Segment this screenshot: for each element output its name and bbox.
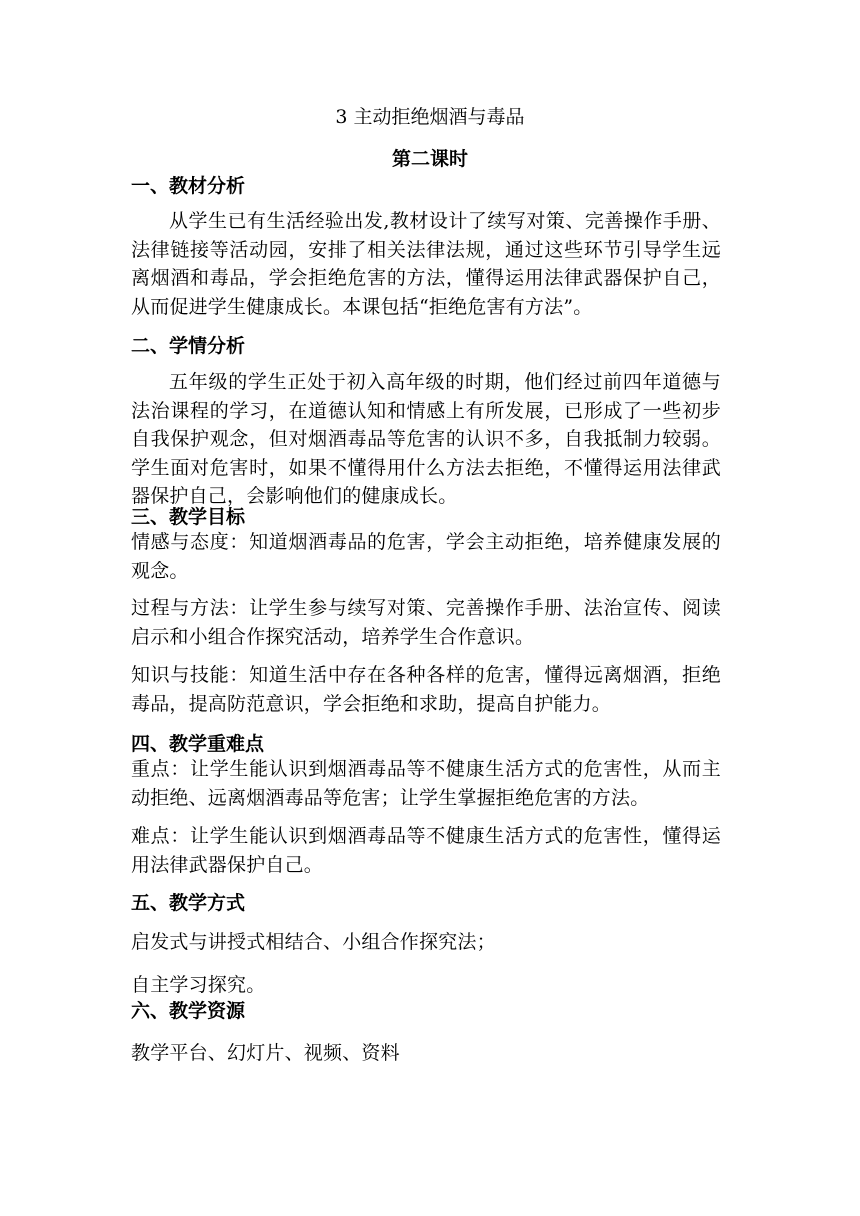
- key-point: 重点：让学生能认识到烟酒毒品等不健康生活方式的危害性，从而主动拒绝、远离烟酒毒品等危害；让学生掌握拒绝危害的方法。: [131, 758, 721, 809]
- section-heading-teaching-methods: 五、教学方式: [131, 892, 246, 914]
- goal-process-method: 过程与方法：让学生参与续写对策、完善操作手册、法治宣传、阅读启示和小组合作探究活动，培养学生合作意识。: [131, 597, 721, 648]
- section-heading-teaching-goals: 三、教学目标: [131, 506, 246, 528]
- section-heading-key-difficult-points: 四、教学重难点: [131, 733, 265, 755]
- goal-emotion-attitude: 情感与态度：知道烟酒毒品的危害，学会主动拒绝，培养健康发展的观念。: [131, 531, 721, 582]
- teaching-resources: 教学平台、幻灯片、视频、资料: [131, 1042, 400, 1064]
- section-body-student-analysis: 五年级的学生正处于初入高年级的时期，他们经过前四年道德与法治课程的学习，在道德认知和情感上有所发展，已形成了一些初步自我保护观念，但对烟酒毒品等危害的认识不多，自我抵制力较弱。学生面对危害时，如果不懂得用什么方法去拒绝，不懂得运用法律武器保护自己，会影响他们的健康成长。: [131, 371, 721, 507]
- section-heading-student-analysis: 二、学情分析: [131, 335, 246, 357]
- section-body-textbook-analysis: 从学生已有生活经验出发,教材设计了续写对策、完善操作手册、法律链接等活动园，安排了相关法律法规，通过这些环节引导学生远离烟酒和毒品，学会拒绝危害的方法，懂得运用法律武器保护自己，从而促进学生健康成长。本课包括“拒绝危害有方法”。: [131, 210, 721, 318]
- goal-knowledge-skill: 知识与技能：知道生活中存在各种各样的危害，懂得远离烟酒，拒绝毒品，提高防范意识，学会拒绝和求助，提高自护能力。: [131, 664, 721, 715]
- section-heading-teaching-resources: 六、教学资源: [131, 1000, 246, 1022]
- teaching-method-2: 自主学习探究。: [131, 974, 266, 996]
- teaching-method-1: 启发式与讲授式相结合、小组合作探究法；: [131, 931, 496, 953]
- section-heading-textbook-analysis: 一、教材分析: [131, 175, 246, 197]
- document-subtitle: 第二课时: [391, 148, 468, 170]
- difficult-point: 难点：让学生能认识到烟酒毒品等不健康生活方式的危害性，懂得运用法律武器保护自己。: [131, 825, 721, 876]
- document-title: 3 主动拒绝烟酒与毒品: [335, 106, 525, 128]
